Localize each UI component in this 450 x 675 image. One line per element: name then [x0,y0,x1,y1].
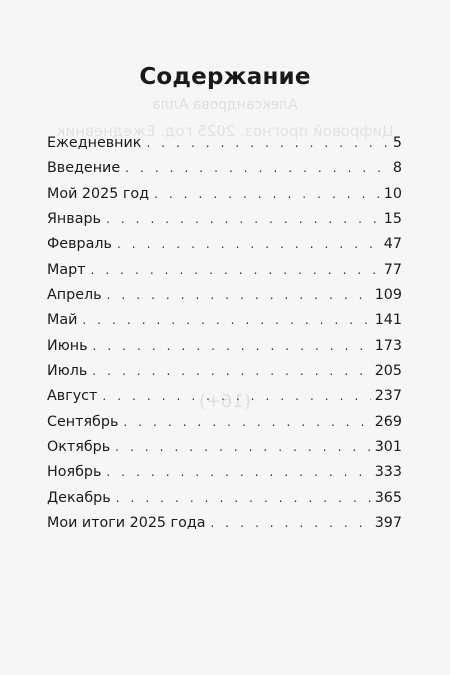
toc-entry-label: Июнь [47,337,88,354]
dot-leader [117,232,380,257]
dot-leader [106,460,370,485]
dot-leader [106,207,380,232]
toc-entry [47,486,402,511]
toc-entry-page: 109 [374,287,402,304]
toc-entry-label: Июль [47,363,88,380]
bleed-author: Александрова Алла [152,97,298,113]
page-title: Содержание [139,64,311,90]
dot-leader [115,435,371,460]
toc-entry-page: 397 [374,515,402,532]
toc-entry-label: Август [47,388,98,405]
toc-entry [47,182,402,207]
table-of-contents [47,131,402,537]
toc-entry-label: Октябрь [47,439,111,456]
toc-entry [47,258,402,283]
toc-entry [47,207,402,232]
toc-entry [47,410,402,435]
dot-leader [116,486,371,511]
toc-entry-page: 5 [392,135,402,151]
dot-leader [92,359,370,384]
toc-entry-label: Февраль [47,236,112,253]
toc-entry-page: 8 [392,160,402,177]
toc-entry [47,232,402,257]
toc-entry-label: Апрель [47,287,102,304]
toc-entry [47,156,402,181]
toc-entry-label: Мои итоги 2025 года [47,515,206,532]
toc-entry-page: 301 [374,439,402,456]
toc-entry-label: Ноябрь [47,464,102,481]
toc-entry-label: Ежедневник [47,135,142,151]
toc-entry [47,308,402,333]
toc-entry-label: Январь [47,211,101,228]
toc-entry-page: 365 [374,489,402,506]
dot-leader [146,131,388,156]
toc-entry-label: Март [47,261,86,278]
toc-entry-label: Сентябрь [47,413,119,430]
toc-entry-page: 141 [374,312,402,329]
bleed-age-mark: (16+) [198,391,252,412]
toc-entry-label: Введение [47,160,121,177]
dot-leader [93,334,371,359]
toc-entry-page: 269 [374,413,402,430]
toc-entry [47,460,402,485]
dot-leader [102,384,370,409]
toc-entry-label: Май [47,312,78,329]
toc-entry [47,511,402,536]
dot-leader [123,410,370,435]
toc-entry-page: 10 [383,185,402,202]
toc-entry [47,131,402,156]
bleed-book-title: Цифровой прогноз. 2025 год. Ежедневник [56,122,394,140]
toc-entry-page: 205 [374,363,402,380]
toc-entry [47,384,402,409]
toc-entry-page: 47 [383,236,402,253]
dot-leader [107,283,371,308]
dot-leader [125,156,389,181]
dot-leader [91,258,380,283]
toc-entry [47,283,402,308]
toc-entry-page: 173 [374,337,402,354]
toc-entry-page: 77 [383,261,402,278]
dot-leader [210,511,370,536]
dot-leader [154,182,380,207]
toc-entry [47,334,402,359]
toc-entry-page: 237 [374,388,402,405]
toc-entry-page: 15 [383,211,402,228]
toc-entry [47,435,402,460]
toc-entry [47,359,402,384]
toc-entry-label: Мой 2025 год [47,185,149,202]
dot-leader [82,308,370,333]
toc-entry-page: 333 [374,464,402,481]
toc-entry-label: Декабрь [47,489,111,506]
